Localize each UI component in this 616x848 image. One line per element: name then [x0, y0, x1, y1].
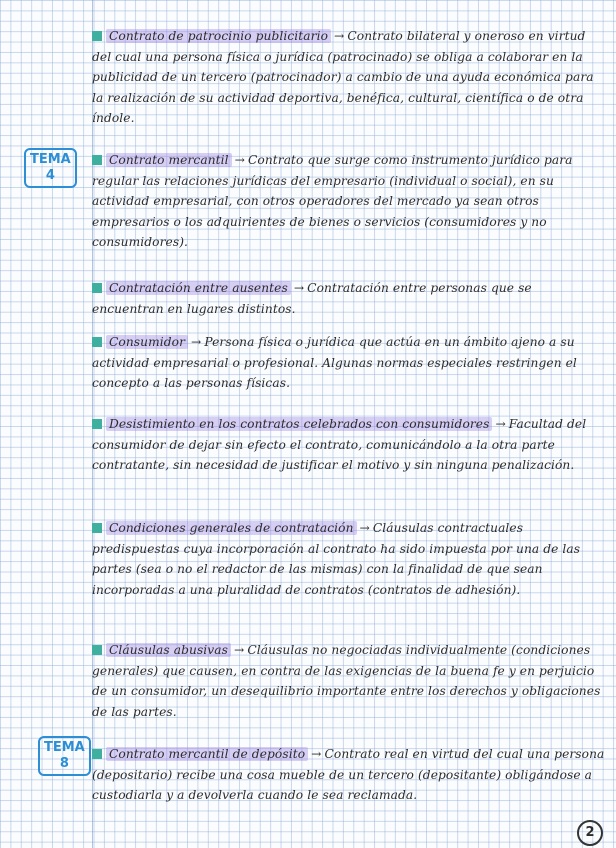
definition-text: Persona física o jurídica que actúa en un ámbito ajeno a su actividad empresarial o profesional. Algunas normas especiales restringen el concepto a las personas físicas. [92, 335, 577, 391]
arrow-icon: → [359, 521, 370, 535]
definition-entry [92, 150, 606, 253]
definition-entry [92, 518, 606, 600]
definition-entry [92, 332, 606, 394]
definition-term: Desistimiento en los contratos celebrados con consumidores [106, 417, 492, 431]
tema-tag-4 [24, 148, 77, 188]
square-bullet-icon [92, 31, 102, 41]
definition-text: Contrato que surge como instrumento jurídico para regular las relaciones jurídicas del empresario (individual o social), en su actividad empresarial, con otros operadores del mercado ya sean otros empresarios o los adquirientes de bienes o servicios (consumidores y no consumidores). [92, 153, 573, 250]
tema-label: TEMA [44, 740, 85, 755]
square-bullet-icon [92, 283, 102, 293]
arrow-icon: → [293, 281, 305, 295]
definition-entry [92, 640, 606, 722]
definition-term: Condiciones generales de contratación [106, 521, 357, 535]
square-bullet-icon [92, 155, 102, 165]
tema-label: TEMA [30, 152, 71, 167]
tema-tag-8 [38, 736, 91, 776]
definition-term: Contrato de patrocinio publicitario [106, 29, 331, 43]
arrow-icon: → [234, 643, 245, 657]
square-bullet-icon [92, 419, 102, 429]
arrow-icon: → [234, 153, 245, 167]
definition-term: Cláusulas abusivas [106, 643, 231, 657]
arrow-icon: → [191, 335, 202, 349]
definition-entry [92, 278, 606, 319]
definition-term: Contratación entre ausentes [106, 281, 291, 295]
definition-text: Contrato bilateral y oneroso en virtud del cual una persona física o jurídica (patrocinado) se obliga a colaborar en la publicidad de un tercero (patrocinador) a cambio de una ayuda económica para la realización de su actividad deportiva, benéfica, cultural, científica o de otra índole. [92, 29, 594, 126]
definition-term: Contrato mercantil [106, 153, 232, 167]
tema-number: 4 [45, 168, 55, 183]
definition-term: Contrato mercantil de depósito [106, 747, 308, 761]
tema-number: 8 [59, 756, 69, 771]
square-bullet-icon [92, 749, 102, 759]
arrow-icon: → [495, 417, 506, 431]
definition-term: Consumidor [106, 335, 188, 349]
definition-text: Cláusulas no negociadas individualmente (condiciones generales) que causen, en contra de las exigencias de la buena fe y en perjuicio de un consumidor, un desequilibrio importante entre los derechos y obligaciones de las partes. [92, 643, 601, 719]
definition-text: Cláusulas contractuales predispuestas cuya incorporación al contrato ha sido impuesta por una de las partes (sea o no el redactor de las mismas) con la finalidad de que sean incorporadas a una pluralidad de contratos (contratos de adhesión). [92, 521, 581, 597]
arrow-icon: → [334, 29, 345, 43]
definition-text: Contrato real en virtud del cual una persona (depositario) recibe una cosa mueble de un tercero (depositante) obligándose a custodiarla y a devolverla cuando le sea reclamada. [92, 747, 605, 803]
definition-entry [92, 414, 606, 476]
square-bullet-icon [92, 523, 102, 533]
arrow-icon: → [311, 747, 322, 761]
square-bullet-icon [92, 337, 102, 347]
definition-text: Contratación entre personas que se encuentran en lugares distintos. [92, 281, 532, 316]
square-bullet-icon [92, 645, 102, 655]
definition-entry [92, 744, 606, 806]
page-number: 2 [577, 820, 603, 846]
definition-text: Facultad del consumidor de dejar sin efecto el contrato, comunicándolo a la otra parte contratante, sin necesidad de justificar el motivo y sin ninguna penalización. [92, 417, 587, 473]
definition-entry [92, 26, 606, 129]
